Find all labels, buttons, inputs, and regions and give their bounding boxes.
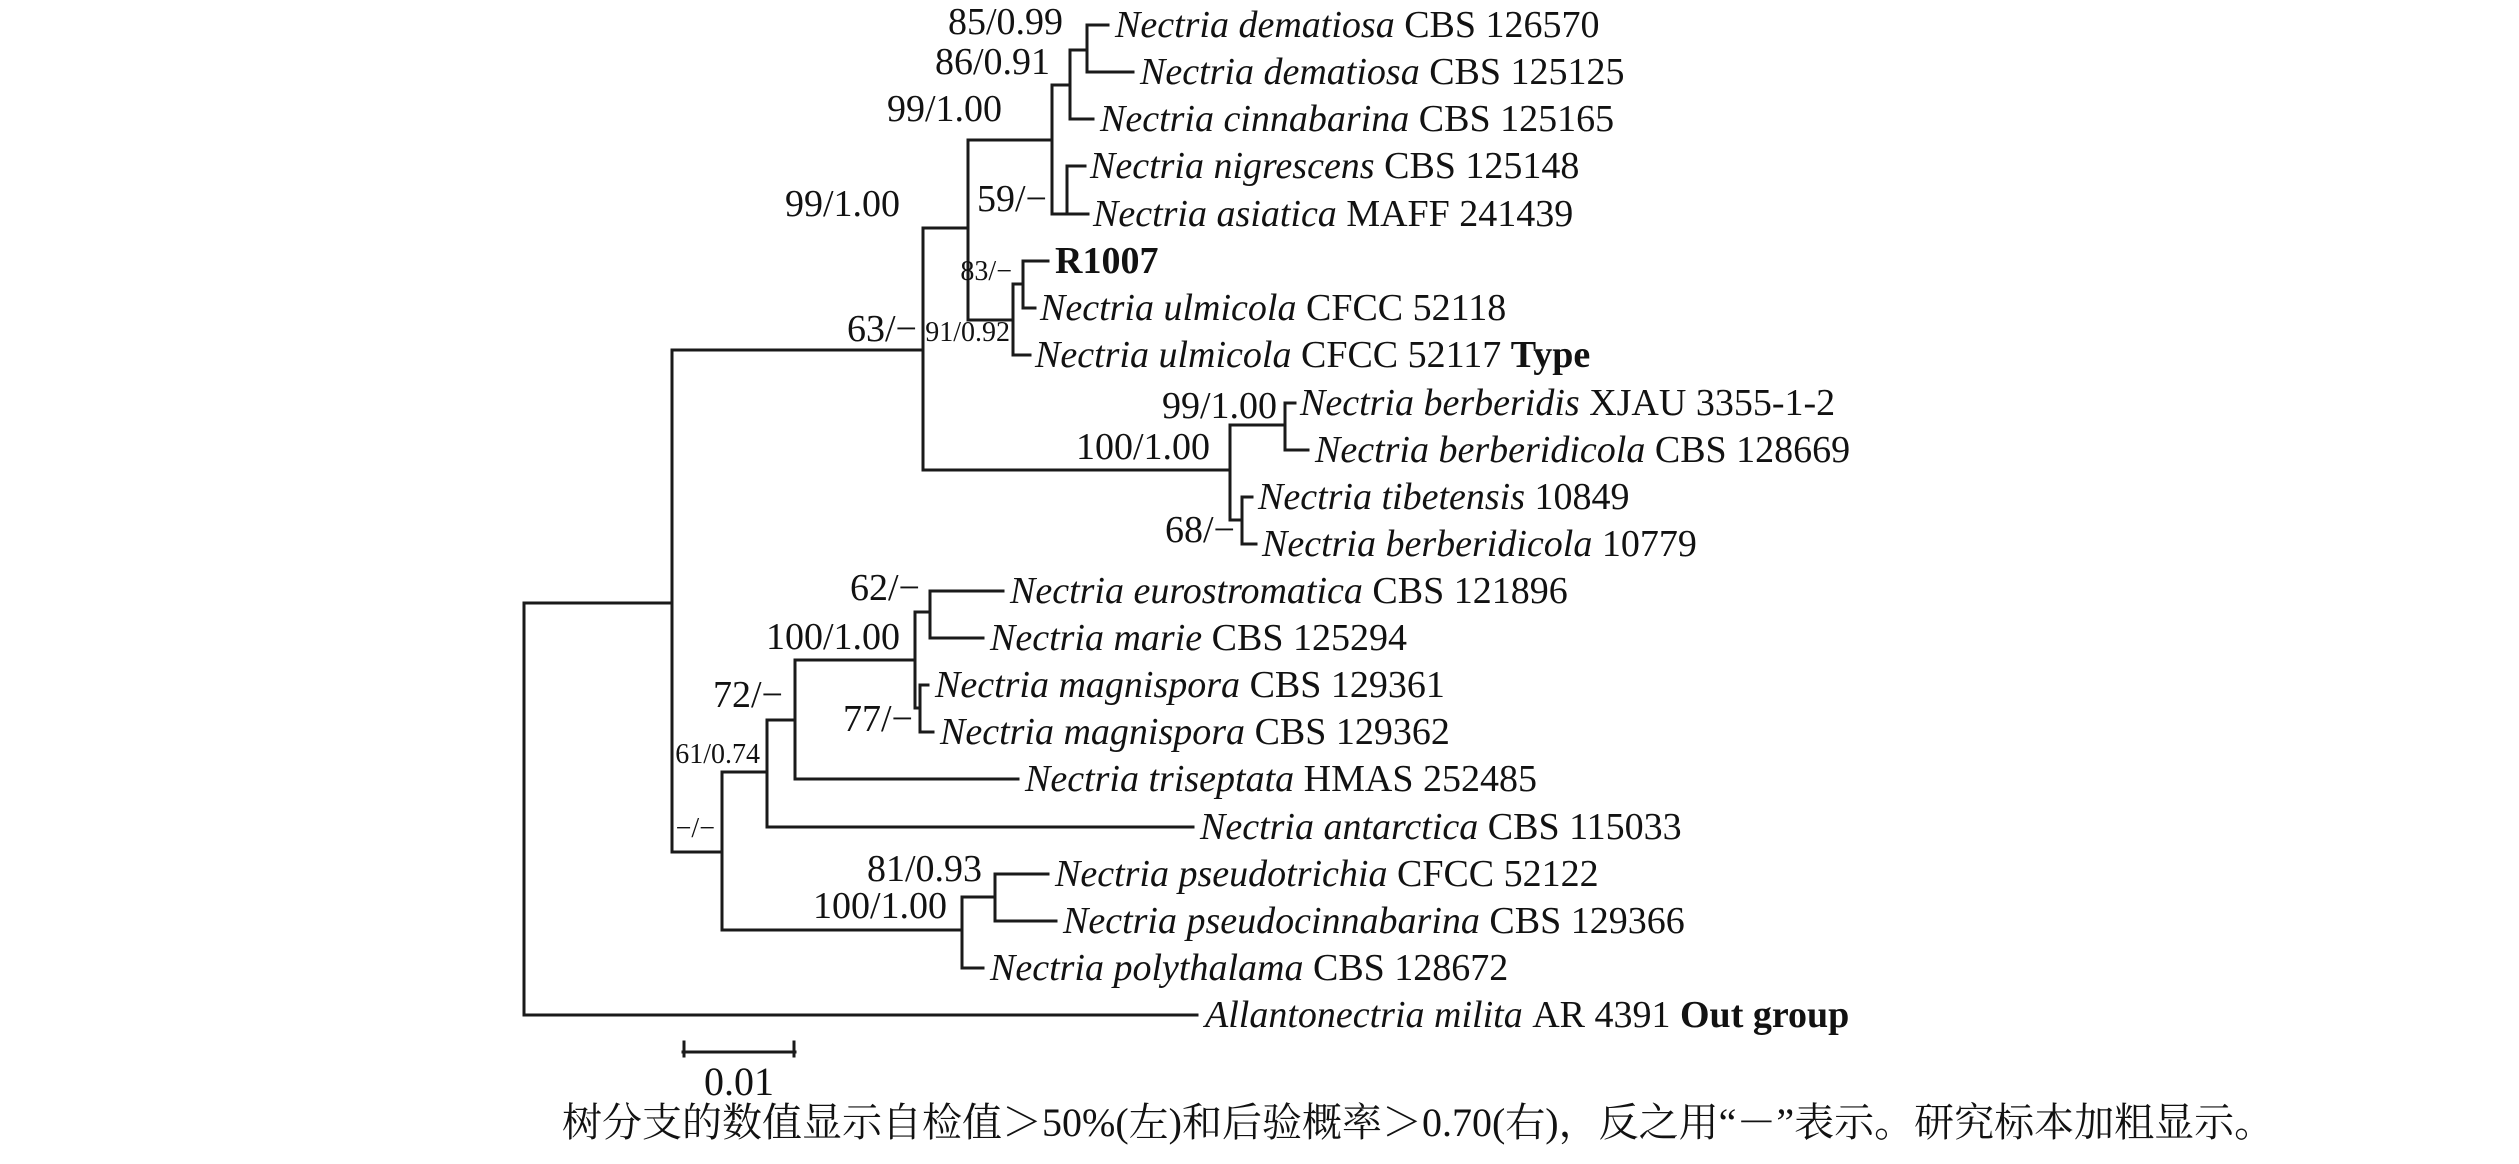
- node-support-label: 100/1.00: [1075, 426, 1210, 468]
- taxon-species-name: Nectria nigrescens: [1090, 145, 1385, 187]
- node-support-label: 99/1.00: [886, 88, 1002, 130]
- node-support-label: 86/0.91: [934, 41, 1050, 83]
- taxon-accession: 10779: [1601, 523, 1697, 565]
- taxon-accession: CBS 121896: [1372, 570, 1568, 612]
- taxon-label: [940, 711, 1450, 753]
- taxon-label: [935, 664, 1445, 706]
- taxon-species-name: Nectria cinnabarina: [1100, 98, 1419, 140]
- taxon-label: [1093, 193, 1573, 235]
- taxon-accession: CBS 125294: [1211, 617, 1407, 659]
- taxon-accession: CBS 115033: [1487, 806, 1682, 848]
- taxon-species-name: Nectria eurostromatica: [1010, 570, 1373, 612]
- taxon-label: [1258, 476, 1630, 518]
- node-support-label: 100/1.00: [812, 885, 947, 927]
- taxon-label: [1055, 240, 1158, 282]
- taxon-label: [1090, 145, 1579, 187]
- taxon-label: [1035, 334, 1590, 376]
- taxon-species-name: Nectria pseudotrichia: [1055, 853, 1397, 895]
- taxon-label: [1262, 523, 1697, 565]
- taxon-accession: 10849: [1534, 476, 1630, 518]
- taxon-accession: CBS 126570: [1404, 4, 1600, 46]
- node-support-label: 83/−: [960, 256, 1012, 287]
- taxon-label: [1115, 4, 1600, 46]
- taxon-species-name: Allantonectria milita: [1205, 994, 1533, 1036]
- taxon-species-name: Nectria berberidicola: [1315, 429, 1655, 471]
- taxon-species-name: Nectria marie: [990, 617, 1212, 659]
- taxon-species-name: Nectria magnispora: [935, 664, 1250, 706]
- taxon-accession: CBS 128669: [1654, 429, 1851, 471]
- scale-bar-label: 0.01: [704, 1059, 774, 1104]
- taxon-species-name: Nectria asiatica: [1093, 193, 1347, 235]
- node-support-label: 81/0.93: [866, 848, 982, 890]
- taxon-label: [1200, 806, 1682, 848]
- node-support-label: 68/−: [1165, 509, 1235, 551]
- taxon-species-name: Nectria polythalama: [990, 947, 1313, 989]
- taxon-species-name: Nectria ulmicola: [1040, 287, 1306, 329]
- taxon-accession: CBS 125125: [1429, 51, 1625, 93]
- node-support-label: 100/1.00: [765, 616, 900, 658]
- node-support-label: 62/−: [850, 567, 920, 609]
- taxon-species-name: Nectria magnispora: [940, 711, 1255, 753]
- node-support-label: 61/0.74: [675, 739, 760, 770]
- taxon-accession: AR 4391: [1532, 994, 1680, 1036]
- taxon-accession: CBS 125148: [1384, 145, 1580, 187]
- taxon-accession: CBS 129362: [1254, 711, 1450, 753]
- taxon-label: [1300, 382, 1835, 424]
- taxon-species-name: Nectria triseptata: [1025, 758, 1304, 800]
- node-support-label: −/−: [675, 813, 715, 844]
- scale-bar: [683, 1042, 795, 1056]
- taxon-label: [1315, 429, 1850, 471]
- taxon-accession: CFCC 52118: [1305, 287, 1507, 329]
- node-support-label: 85/0.99: [947, 1, 1063, 43]
- taxon-label: [1063, 900, 1685, 942]
- taxon-accession: CBS 129361: [1249, 664, 1445, 706]
- taxon-label: [990, 617, 1407, 659]
- taxon-bold-tag: Out group: [1680, 994, 1850, 1036]
- taxon-label: [1140, 51, 1625, 93]
- taxon-accession: CBS 128672: [1312, 947, 1509, 989]
- taxon-label: [1205, 994, 1849, 1036]
- taxon-accession: CBS 125165: [1418, 98, 1615, 140]
- taxon-accession: CFCC 52117: [1300, 334, 1511, 376]
- taxon-species-name: Nectria dematiosa: [1140, 51, 1430, 93]
- taxon-bold-tag: Type: [1510, 334, 1591, 376]
- node-support-label: 63/−: [847, 308, 917, 350]
- taxon-accession: HMAS 252485: [1303, 758, 1537, 800]
- taxon-species-name: Nectria antarctica: [1200, 806, 1488, 848]
- taxon-label: [1055, 853, 1599, 895]
- taxon-label: [1010, 570, 1568, 612]
- figure-caption: 树分支的数值显示自检值＞50%(左)和后验概率＞0.70(右)，反之用“－”表示。研究标本加粗显示。: [562, 1100, 2275, 1145]
- taxon-species-name: Nectria tibetensis: [1258, 476, 1535, 518]
- taxon-label: [1100, 98, 1614, 140]
- node-support-label: 72/−: [713, 674, 783, 716]
- taxon-label: [990, 947, 1508, 989]
- node-support-label: 59/−: [977, 178, 1047, 220]
- taxon-label: [1025, 758, 1537, 800]
- taxon-species-name: Nectria berberidis: [1300, 382, 1590, 424]
- taxon-accession: XJAU 3355-1-2: [1589, 382, 1836, 424]
- node-support-label: 99/1.00: [784, 183, 900, 225]
- taxon-bold-tag: R1007: [1055, 240, 1159, 282]
- taxon-species-name: Nectria berberidicola: [1262, 523, 1602, 565]
- taxon-accession: CFCC 52122: [1396, 853, 1599, 895]
- taxon-accession: CBS 129366: [1489, 900, 1685, 942]
- node-support-label: 99/1.00: [1161, 385, 1277, 427]
- taxon-species-name: Nectria ulmicola: [1035, 334, 1301, 376]
- taxon-label: [1040, 287, 1506, 329]
- node-support-label: 77/−: [843, 698, 913, 740]
- taxon-species-name: Nectria dematiosa: [1115, 4, 1405, 46]
- node-support-label: 91/0.92: [925, 317, 1010, 348]
- taxon-species-name: Nectria pseudocinnabarina: [1063, 900, 1490, 942]
- taxon-accession: MAFF 241439: [1346, 193, 1574, 235]
